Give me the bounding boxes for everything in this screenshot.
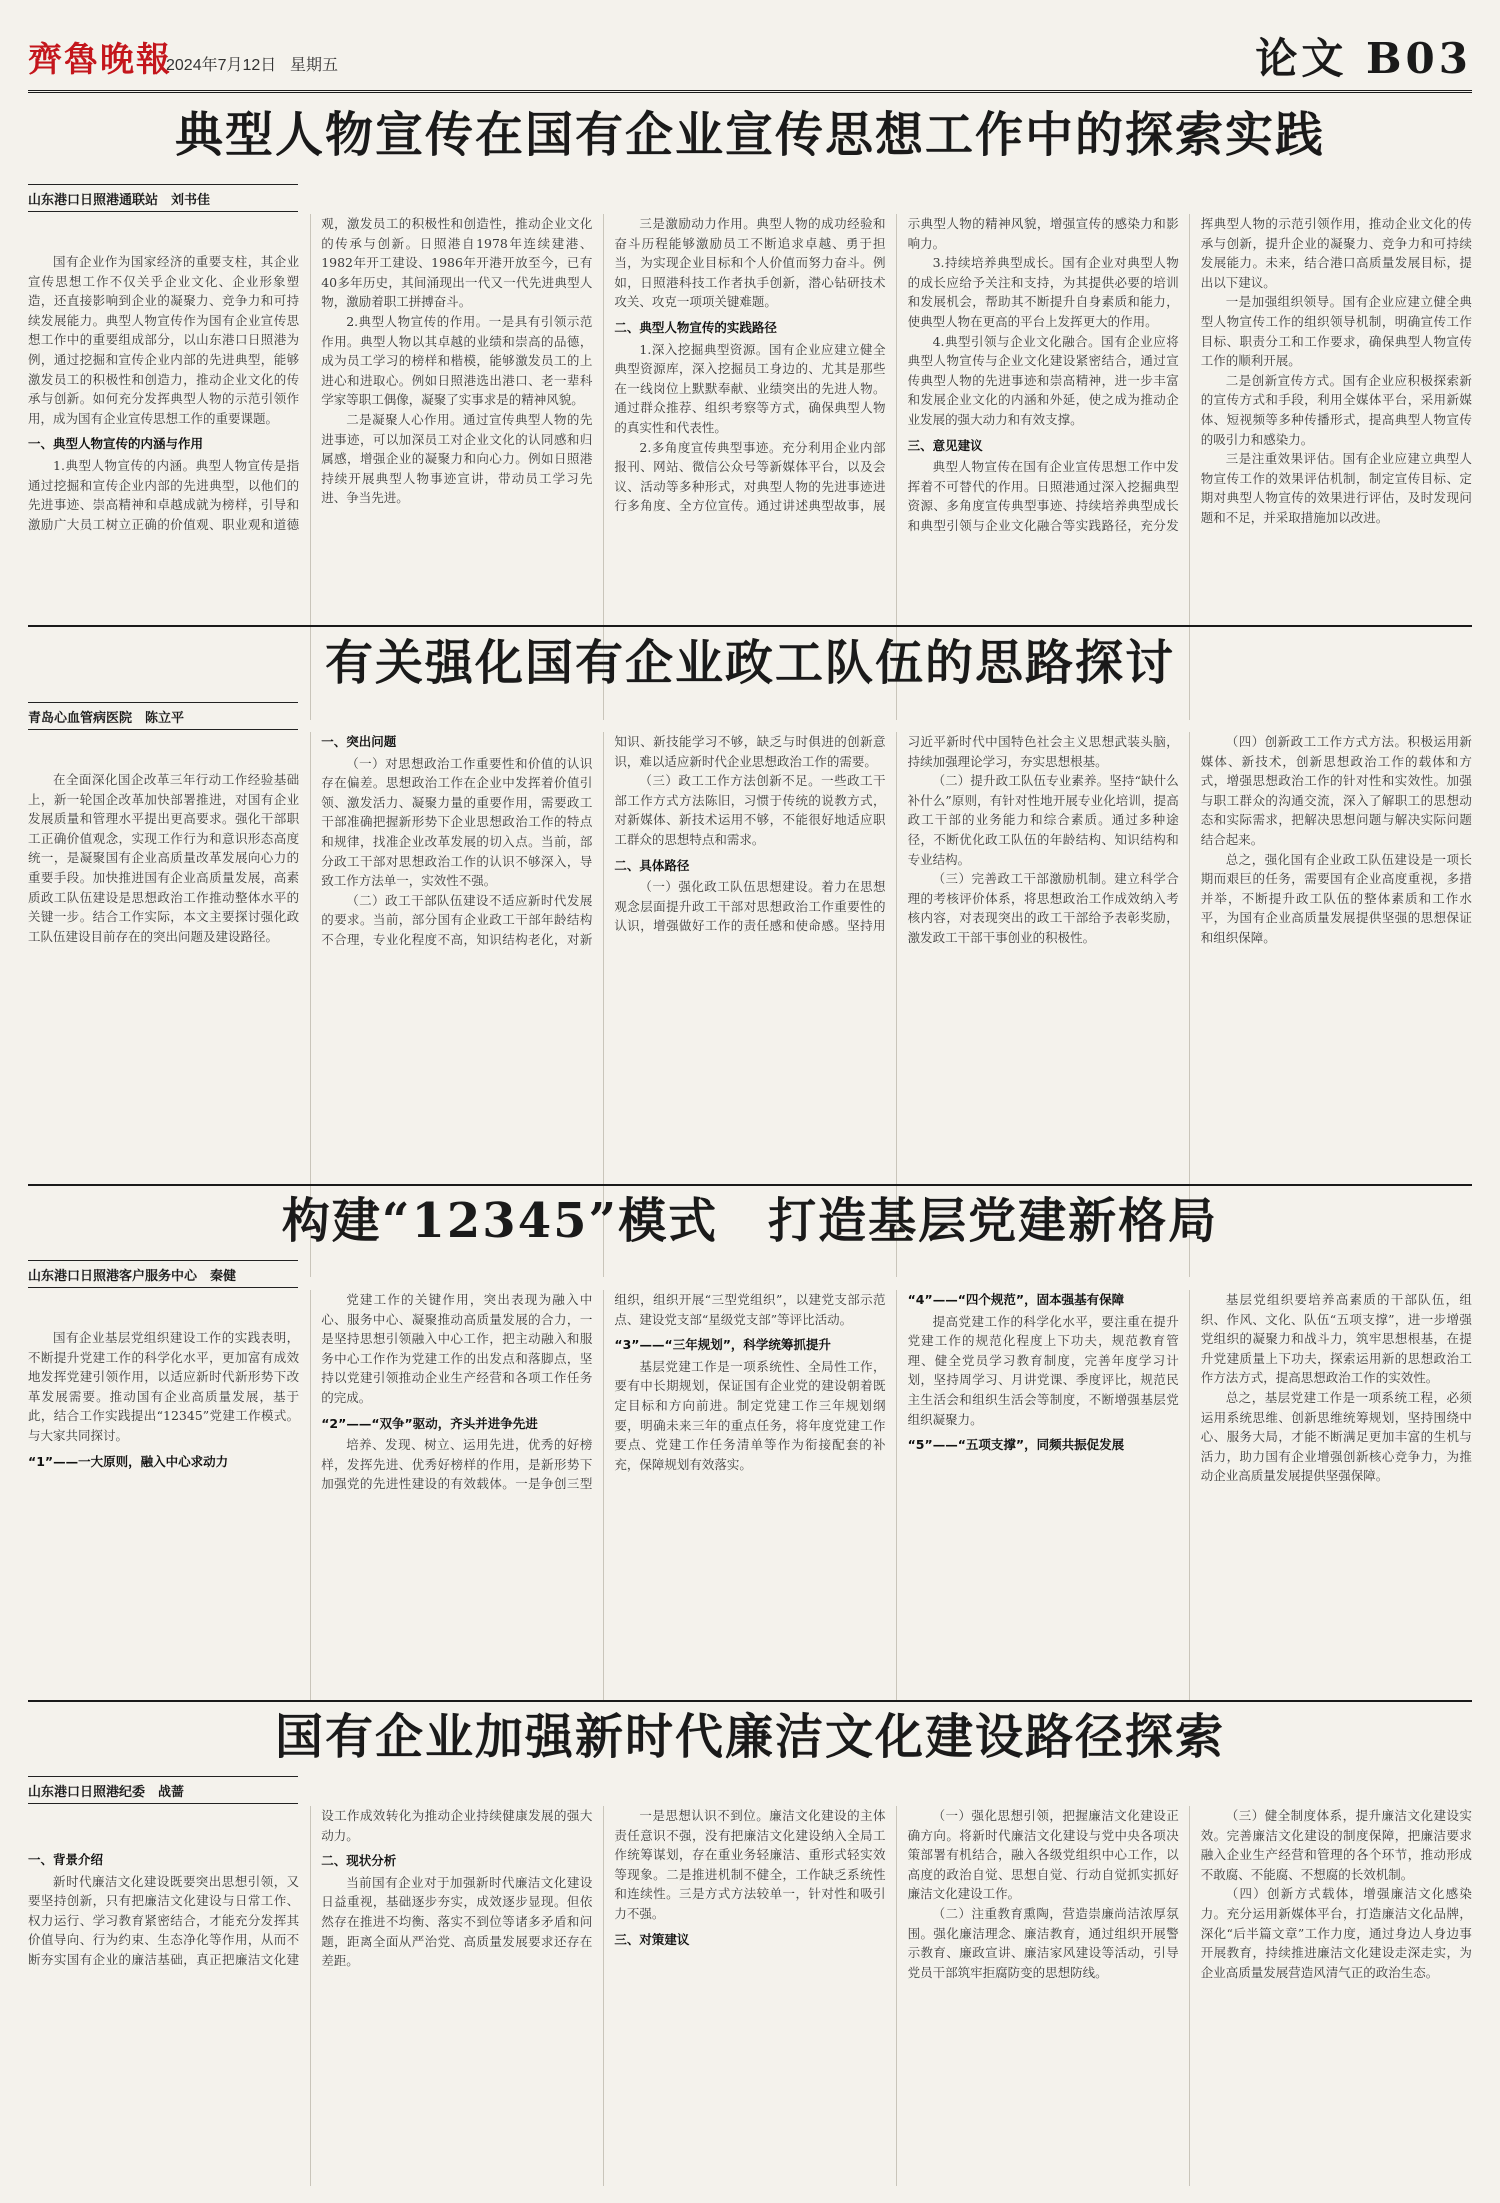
article-2-byline: 青岛心血管病医院 陈立平 (28, 711, 185, 726)
body-paragraph: 三是激励动力作用。典型人物的成功经验和奋斗历程能够激励员工不断追求卓越、勇于担当，为实现企业目标和个人价值而努力奋斗。例如，日照港科技工作者执手创新，潜心钻研技术攻关、攻克一项项关键难题。 (614, 216, 886, 310)
article-3-byline: 山东港口日照港客户服务中心 秦健 (28, 1269, 237, 1284)
section-subheading: 一、典型人物宣传的内涵与作用 (28, 436, 204, 452)
masthead (28, 18, 1472, 93)
body-paragraph: 一是加强组织领导。国有企业应建立健全典型人物宣传工作的组织领导机制，明确宣传工作目标、职责分工和工作要求，确保典型人物宣传工作的顺利开展。 (1200, 294, 1472, 369)
body-paragraph: （一）对思想政治工作重要性和价值的认识存在偏差。思想政治工作在企业中发挥着价值引领、激发活力、凝聚力量的重要作用，需要政工干部准确把握新形势下企业思想政治工作的特点和规律，找准企业改革发展的切入点。当前，部分政工干部对思想政治工作的认识不够深入，导致工作方法单一，实效性不强。 (321, 755, 593, 889)
body-paragraph: 2.多角度宣传典型事迹。充分利用企业内部报刊、网站、微信公众号等新媒体平台，以及会议、活动等多种形式，对典型人物的先进事迹进行多角度、全方位宣传。通过讲述典型故事，展示典型人物的精神风貌，增强宣传的感染力和影响力。 (614, 216, 1179, 514)
article-3-byline-row (28, 1260, 298, 1288)
body-paragraph: 国有企业基层党组织建设工作的实践表明，不断提升党建工作的科学化水平，更加富有成效地发挥党建引领作用，以适应新时代新形势下改革发展需要。推动国有企业高质量发展，基于此，结合工作实践提出“12345”党建工作模式。与大家共同探讨。 (28, 1330, 300, 1443)
body-paragraph: 二是创新宣传方式。国有企业应积极探索新的宣传方式和手段，利用全媒体平台，采用新媒体、短视频等多种传播形式，提高典型人物宣传的吸引力和感染力。 (1200, 372, 1472, 447)
article-2 (28, 635, 1472, 947)
article-4 (28, 1709, 1472, 1980)
article-1-byline-row (28, 184, 298, 212)
section-subheading: “3”——“三年规划”，科学统筹抓提升 (614, 1337, 831, 1353)
article-1-byline: 山东港口日照港通联站 刘书佳 (28, 193, 211, 208)
section-subheading: “5”——“五项支撑”，同频共振促发展 (907, 1437, 1125, 1453)
body-paragraph: 基层党组织要培养高素质的干部队伍，组织、作风、文化、队伍“五项支撑”，进一步增强党组织的凝聚力和战斗力，筑牢思想根基，在提升党建质量上下功夫，探索运用新的思想政治工作方法方式，提高思想政治工作的实效性。 (1200, 1292, 1472, 1386)
article-divider (28, 625, 1472, 627)
section-subheading: 一、突出问题 (321, 734, 397, 749)
article-3-body (28, 1290, 1472, 1700)
article-3 (28, 1193, 1472, 1492)
article-2-byline-row (28, 702, 298, 730)
body-paragraph: 基层党建工作是一项系统性、全局性工作，要有中长期规划，保证国有企业党的建设朝着既定目标和方向前进。制定党建工作三年规划纲要，明确未来三年的重点任务，将年度党建工作要点、党建工作任务清单等作为衔接配套的补充，保障规划有效落实。 (614, 1358, 886, 1472)
body-paragraph: 2.典型人物宣传的作用。一是具有引领示范作用。典型人物以其卓越的业绩和崇高的品德，成为员工学习的榜样和楷模，能够激发员工的上进心和进取心。例如日照港选出港口、老一辈科学家等职工偶像，凝聚了实事求是的精神风貌。 (321, 313, 593, 408)
section-subheading: 一、背景介绍 (28, 1852, 104, 1867)
body-paragraph: （一）强化政工队伍思想建设。着力在思想观念层面提升政工干部对思想政治工作重要性的认识，增强做好工作的责任感和使命感。坚持用习近平新时代中国特色社会主义思想武装头脑，持续加强理论学习，夯实思想根基。 (614, 734, 1179, 934)
article-divider (28, 1700, 1472, 1702)
body-paragraph: （二）政工干部队伍建设不适应新时代发展的要求。当前，部分国有企业政工干部年龄结构不合理，专业化程度不高，知识结构老化，对新知识、新技能学习不够，缺乏与时俱进的创新意识，难以适应新时代企业思想政治工作的需要。 (321, 734, 886, 947)
body-paragraph: （一）强化思想引领，把握廉洁文化建设正确方向。将新时代廉洁文化建设与党中央各项决策部署有机结合，融入各级党组织中心工作，以高度的政治自觉、思想自觉、行动自觉抓实抓好廉洁文化建设工作。 (907, 1808, 1179, 1902)
body-paragraph: （二）提升政工队伍专业素养。坚持“缺什么补什么”原则，有针对性地开展专业化培训，提高政工干部的业务能力和综合素质。通过多种途径，不断优化政工队伍的年龄结构、知识结构和专业结构。 (907, 773, 1179, 867)
article-3-headline: 构建“12345”模式 打造基层党建新格局 (281, 1193, 1219, 1249)
byline-spacer (28, 214, 299, 252)
body-paragraph: 在全面深化国企改革三年行动工作经验基础上，新一轮国企改革加快部署推进，对国有企业发展质量和管理水平提出更高要求。强化干部职工正确价值观念，实现工作行为和意识形态高度统一，是凝聚国有企业高质量改革发展向心力的重要手段。加快推进国有企业高质量发展，高素质政工队伍建设是思想政治工作推动整体水平的关键一步。结合工作实际，本文主要探讨强化政工队伍建设目前存在的突出问题及建设路径。 (28, 772, 300, 944)
body-paragraph: （四）创新方式载体，增强廉洁文化感染力。充分运用新媒体平台，打造廉洁文化品牌，深化“后半篇文章”工作力度，通过身边人身边事开展教育，持续推进廉洁文化建设走深走实，为企业高质量发展营造风清气正的政治生态。 (1200, 1886, 1472, 1980)
body-paragraph: 培养、发现、树立、运用先进，优秀的好榜样，发挥先进、优秀好榜样的作用，是新形势下加强党的先进性建设的有效载体。一是争创三型组织，组织开展“三型党组织”，以建党支部示范点、建设党支部“星级党支部”等评比活动。 (321, 1292, 886, 1492)
section-subheading: 二、现状分析 (321, 1853, 397, 1869)
section-subheading: 三、意见建议 (907, 437, 983, 453)
section-subheading: 三、对策建议 (614, 1931, 690, 1947)
newspaper-logo: 齊魯晚報 (28, 40, 172, 80)
body-paragraph: 一是思想认识不到位。廉洁文化建设的主体责任意识不强，没有把廉洁文化建设纳入全局工作统筹谋划，存在重业务轻廉洁、重形式轻实效等现象。二是推进机制不健全，工作缺乏系统性和连续性。三是方式方法较单一，针对性和吸引力不强。 (614, 1808, 886, 1921)
body-paragraph: 1.典型人物宣传的内涵。典型人物宣传是指通过挖掘和宣传企业内部的先进典型，以他们的先进事迹、崇高精神和卓越成就为榜样，引导和激励广大员工树立正确的价值观、职业观和道德观，激发员工的积极性和创造性，推动企业文化的传承与创新。日照港自1978年连续建港、1982年开工建设、1986年开港开放至今，已有40多年历史，其间涌现出一代又一代先进典型人物，激励着职工拼搏奋斗。 (28, 216, 593, 532)
body-paragraph: 1.深入挖掘典型资源。国有企业应建立健全典型资源库，深入挖掘员工身边的、尤其是那些在一线岗位上默默奉献、业绩突出的先进人物。通过群众推荐、组织考察等方式，确保典型人物的真实性和代表性。 (614, 341, 886, 435)
section-subheading: “2”——“双争”驱动，齐头并进争先进 (321, 1415, 538, 1431)
section-subheading: “4”——“四个规范”，固本强基有保障 (907, 1292, 1125, 1307)
article-4-byline: 山东港口日照港纪委 战蔷 (28, 1785, 185, 1800)
body-paragraph: （二）注重教育熏陶，营造崇廉尚洁浓厚氛围。强化廉洁理念、廉洁教育，通过组织开展警示教育、廉政宣讲、廉洁家风建设等活动，引导党员干部筑牢拒腐防变的思想防线。 (907, 1905, 1179, 1980)
body-paragraph: （三）健全制度体系，提升廉洁文化建设实效。完善廉洁文化建设的制度保障，把廉洁要求融入企业生产经营和管理的各个环节，推动形成不敢腐、不能腐、不想腐的长效机制。 (1200, 1808, 1472, 1882)
body-paragraph: 党建工作的关键作用，突出表现为融入中心、服务中心、凝聚推动高质量发展的合力，一是坚持思想引领融入中心工作，把主动融入和服务中心工作作为党建工作的出发点和落脚点，坚持以党建引领推动企业生产经营和各项工作任务的完成。 (321, 1292, 593, 1405)
body-paragraph: 总之，基层党建工作是一项系统工程，必须运用系统思维、创新思维统筹规划，坚持围绕中心、服务大局，才能不断满足更加丰富的生机与活力，助力国有企业增强创新核心竞争力，为推动企业高质量发展提供坚强保障。 (1200, 1389, 1472, 1484)
body-paragraph: 4.典型引领与企业文化融合。国有企业应将典型人物宣传与企业文化建设紧密结合，通过宣传典型人物的先进事迹和崇高精神，进一步丰富和发展企业文化的内涵和外延，使之成为推动企业发展的强大动力和有效支撑。 (907, 333, 1179, 427)
body-paragraph: 提高党建工作的科学化水平，要注重在提升党建工作的规范化程度上下功夫，规范教育管理、健全党员学习教育制度，完善年度学习计划，坚持周学习、月讲党课、季度评比，规范民主生活会和组织生活会等制度，不断增强基层党组织凝聚力。 (907, 1313, 1179, 1427)
body-paragraph: 典型人物宣传在国有企业宣传思想工作中发挥着不可替代的作用。日照港通过深入挖掘典型资源、多角度宣传典型事迹、持续培养典型成长和典型引领与企业文化融合等实践路径，充分发挥典型人物的示范引领作用，推动企业文化的传承与创新，提升企业的凝聚力、竞争力和可持续发展能力。未来，结合港口高质量发展目标，提出以下建议。 (907, 216, 1472, 533)
body-paragraph: （三）政工工作方法创新不足。一些政工干部工作方式方法陈旧，习惯于传统的说教方式，对新媒体、新技术运用不够，不能很好地适应职工群众的思想特点和需求。 (614, 773, 886, 847)
byline-spacer (28, 1806, 299, 1844)
article-1-headline: 典型人物宣传在国有企业宣传思想工作中的探索实践 (174, 107, 1325, 163)
body-paragraph: 总之，强化国有企业政工队伍建设是一项长期而艰巨的任务，需要国有企业高度重视，多措并举，不断提升政工队伍的整体素质和工作水平，为国有企业高质量发展提供坚强的思想保证和组织保障。 (1200, 851, 1472, 945)
section-subheading: “1”——一大原则，融入中心求动力 (28, 1453, 229, 1469)
section-label: 论文 B03 (1255, 34, 1472, 83)
issue-date: 2024年7月12日 (166, 57, 277, 74)
article-4-byline-row (28, 1776, 298, 1804)
body-paragraph: 当前国有企业对于加强新时代廉洁文化建设日益重视，基础逐步夯实，成效逐步显现。但依然存在推进不均衡、落实不到位等诸多矛盾和问题，距离全面从严治党、高质量发展要求还存在差距。 (321, 1874, 593, 1969)
byline-spacer (28, 732, 299, 770)
byline-spacer (28, 1290, 299, 1328)
article-2-headline: 有关强化国有企业政工队伍的思路探讨 (324, 635, 1175, 691)
body-paragraph: 二是凝聚人心作用。通过宣传典型人物的先进事迹，可以加深员工对企业文化的认同感和归属感，增强企业的凝聚力和向心力。例如日照港持续开展典型人物事迹宣讲，带动员工学习先进、争当先进。 (321, 411, 593, 506)
body-paragraph: （三）完善政工干部激励机制。建立科学合理的考核评价体系，将思想政治工作成效纳入考核内容，对表现突出的政工干部给予表彰奖励，激发政工干部干事创业的积极性。 (907, 871, 1179, 945)
issue-weekday: 星期五 (290, 57, 339, 74)
body-paragraph: 3.持续培养典型成长。国有企业对典型人物的成长应给予关注和支持，为其提供必要的培训和发展机会，帮助其不断提升自身素质和能力，使典型人物在更高的平台上发挥更大的作用。 (907, 255, 1179, 329)
section-subheading: 二、典型人物宣传的实践路径 (614, 319, 777, 335)
article-divider (28, 1184, 1472, 1186)
section-subheading: 二、具体路径 (614, 857, 690, 873)
body-paragraph: （四）创新政工工作方式方法。积极运用新媒体、新技术，创新思想政治工作的载体和方式，增强思想政治工作的针对性和实效性。加强与职工群众的沟通交流，深入了解职工的思想动态和实际需求，把解决思想问题与解决实际问题结合起来。 (1200, 734, 1472, 847)
article-4-body (28, 1806, 1472, 2186)
body-paragraph: 国有企业作为国家经济的重要支柱，其企业宣传思想工作不仅关乎企业文化、企业形象塑造，还直接影响到企业的凝聚力、竞争力和可持续发展能力。典型人物宣传作为国有企业宣传思想工作中的重要组成部分，以山东港口日照港为例，通过挖掘和宣传企业内部的先进典型，能够激发员工的积极性和创造力，推动企业文化的传承与创新。如何充分发挥典型人物的示范引领作用，成为国有企业宣传思想工作的重要课题。 (28, 254, 300, 426)
body-paragraph: 三是注重效果评估。国有企业应建立典型人物宣传工作的效果评估机制，制定宣传目标、定期对典型人物宣传的效果进行评估，及时发现问题和不足，并采取措施加以改进。 (1200, 451, 1472, 525)
article-1 (28, 107, 1472, 533)
article-4-headline: 国有企业加强新时代廉洁文化建设路径探索 (274, 1709, 1225, 1765)
body-paragraph: 新时代廉洁文化建设既要突出思想引领，又要坚持创新，只有把廉洁文化建设与日常工作、权力运行、学习教育紧密结合，才能充分发挥其价值导向、行为约束、生态净化等作用，从而不断夯实国有企业的廉洁基础，真正把廉洁文化建设工作成效转化为推动企业持续健康发展的强大动力。 (28, 1808, 593, 1967)
